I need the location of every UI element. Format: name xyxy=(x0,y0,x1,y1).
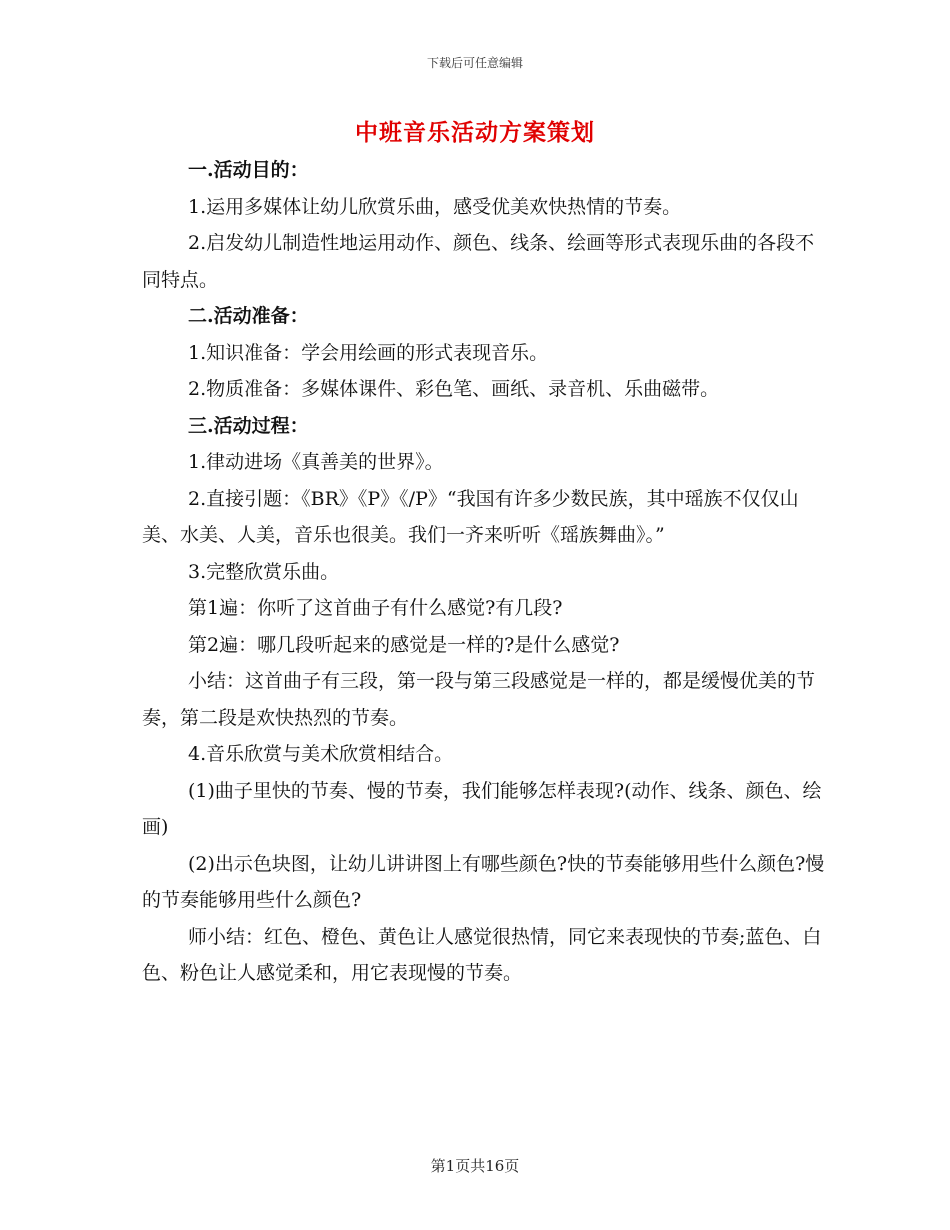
paragraph: 师小结：红色、橙色、黄色让人感觉很热情，同它来表现快的节奏;蓝色、白色、粉色让人感觉柔和，用它表现慢的节奏。 xyxy=(142,925,822,984)
page-header: 下载后可任意编辑 xyxy=(426,56,523,70)
paragraph: (1)曲子里快的节奏、慢的节奏，我们能够怎样表现?(动作、线条、颜色、绘画) xyxy=(142,779,822,838)
document-body xyxy=(142,152,832,992)
paragraph: 1.知识准备：学会用绘画的形式表现音乐。 xyxy=(188,341,549,364)
paragraph: 3.完整欣赏乐曲。 xyxy=(188,560,340,583)
page-footer: 第1页共16页 xyxy=(430,1157,520,1175)
paragraph: 第2遍：哪几段听起来的感觉是一样的?是什么感觉? xyxy=(188,633,620,656)
paragraph: (2)出示色块图，让幼儿讲讲图上有哪些颜色?快的节奏能够用些什么颜色?慢的节奏能够用些什么颜色? xyxy=(142,852,825,911)
section-heading-process: 三.活动过程： xyxy=(188,414,309,437)
section-heading-preparation: 二.活动准备： xyxy=(188,305,309,327)
section-heading-purpose: 一.活动目的： xyxy=(188,159,309,181)
paragraph: 2.物质准备：多媒体课件、彩色笔、画纸、录音机、乐曲磁带。 xyxy=(188,378,720,400)
paragraph: 4.音乐欣赏与美术欣赏相结合。 xyxy=(188,743,454,765)
document-title: 中班音乐活动方案策划 xyxy=(355,119,595,146)
paragraph: 2.启发幼儿制造性地运用动作、颜色、线条、绘画等形式表现乐曲的各段不同特点。 xyxy=(142,232,815,291)
paragraph: 小结：这首曲子有三段，第一段与第三段感觉是一样的，都是缓慢优美的节奏，第二段是欢快热烈的节奏。 xyxy=(142,670,816,729)
paragraph: 1.运用多媒体让幼儿欣赏乐曲，感受优美欢快热情的节奏。 xyxy=(188,195,682,218)
paragraph: 第1遍：你听了这首曲子有什么感觉?有几段? xyxy=(188,597,563,619)
paragraph: 2.直接引题：《BR》《P》《/P》“我国有许多少数民族，其中瑶族不仅仅山美、水美、人美，音乐也很美。我们一齐来听听《瑶族舞曲》。” xyxy=(142,487,799,546)
paragraph: 1.律动进场《真善美的世界》。 xyxy=(188,451,444,473)
